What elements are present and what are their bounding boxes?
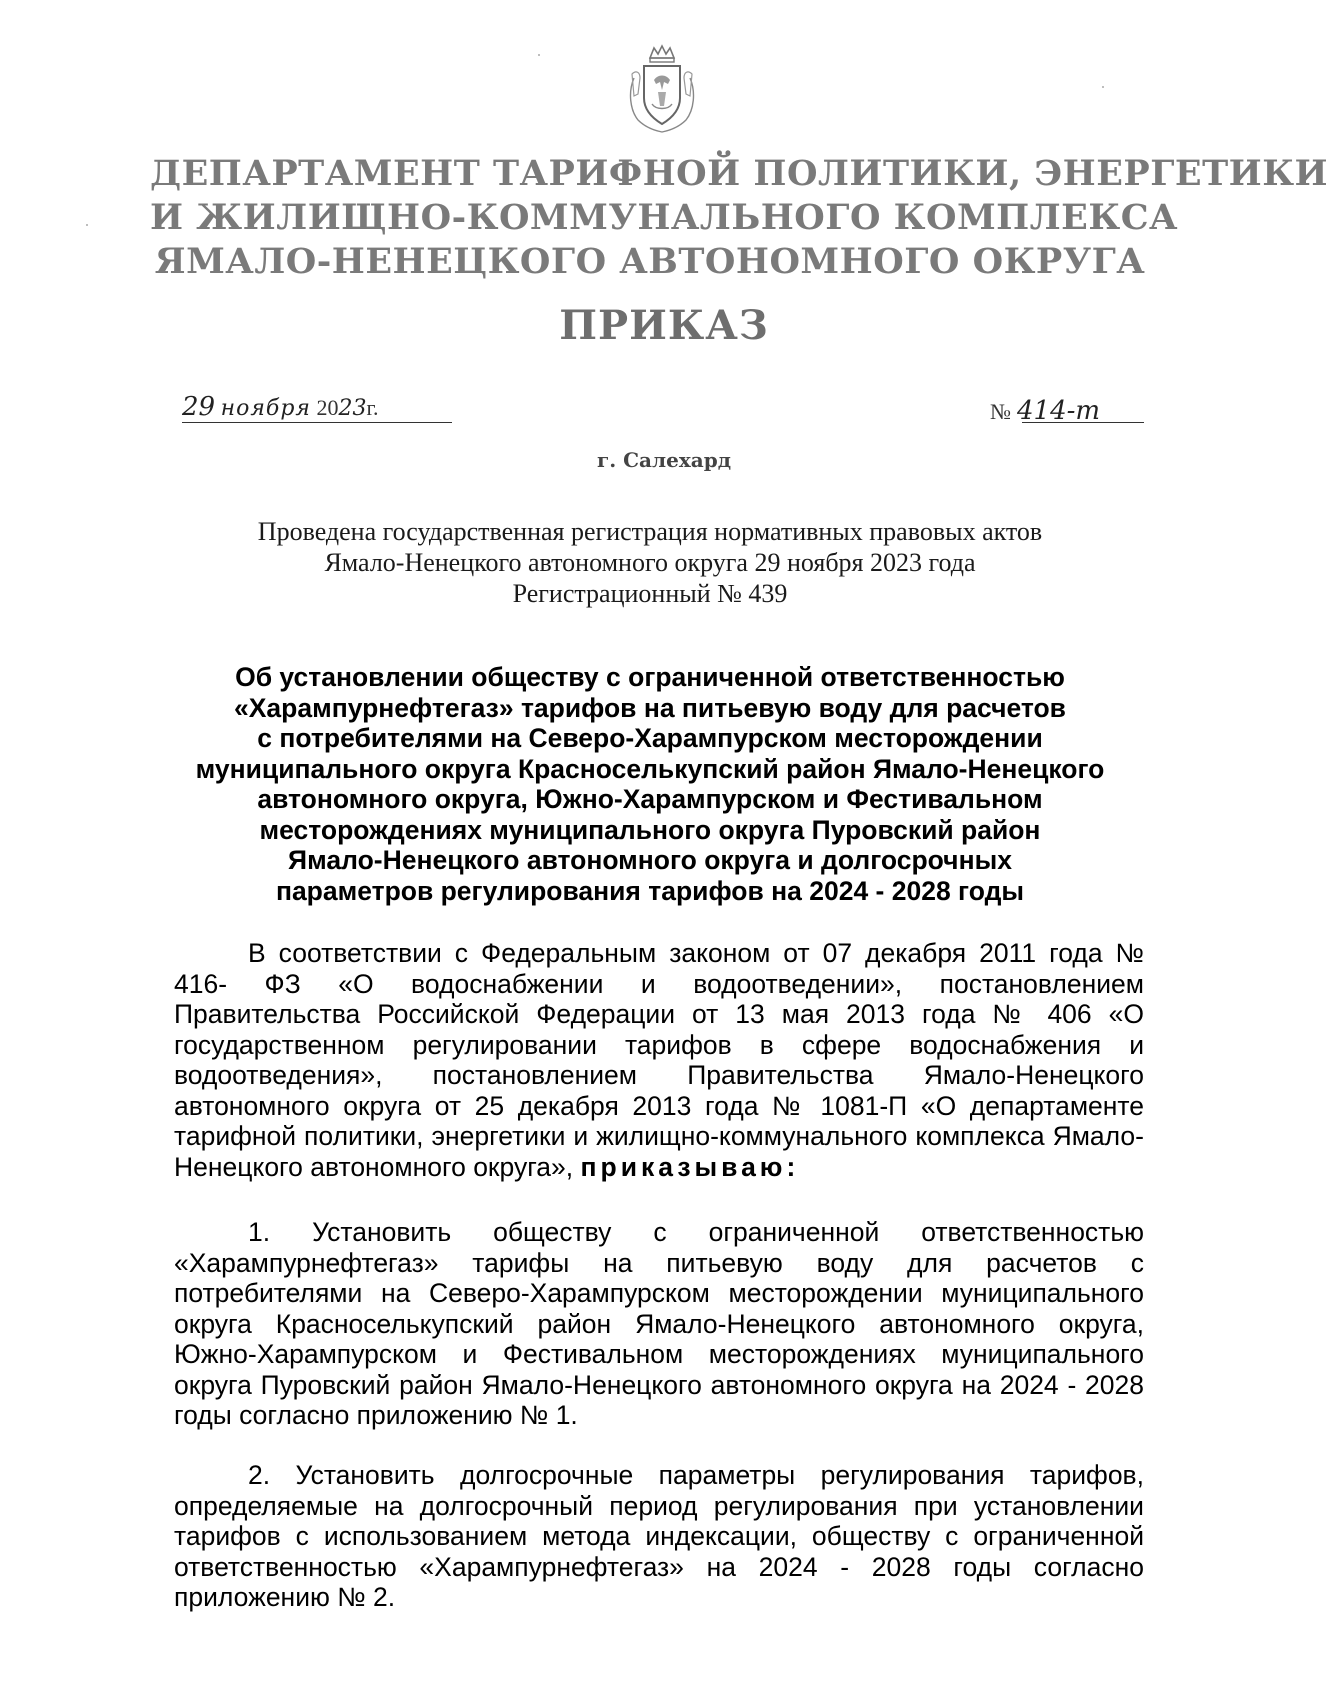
document-type: ПРИКАЗ bbox=[559, 302, 769, 349]
scan-speck bbox=[1102, 86, 1104, 88]
header-line: ДЕПАРТАМЕНТ ТАРИФНОЙ ПОЛИТИКИ, ЭНЕРГЕТИКИ bbox=[150, 153, 1328, 194]
date-month: ноября bbox=[220, 396, 311, 421]
item-1-text: 1. Установить обществу с ограниченной ответственностью «Харампурнефтегаз» тарифы на питьевую воду для расчетов с потребителями на Северо-Харампурском месторождении муниципального округа Красноселькупский район Ямало-Ненецкого автономного округа, Южно-Харампурском и Фестивальном месторождениях муниципального округа Пуровский район Ямало-Ненецкого автономного округа на 2024 - 2028 годы согласно приложению № 1. bbox=[174, 1217, 1144, 1430]
number-value: 414-т bbox=[1017, 396, 1101, 426]
title-line: параметров регулирования тарифов на 2024 - 2028 годы bbox=[275, 875, 1025, 906]
number-label: № bbox=[990, 399, 1011, 424]
city: г. Салехард bbox=[596, 448, 732, 472]
title-line: Ямало-Ненецкого автономного округа и долгосрочных bbox=[288, 845, 1012, 875]
title-line: «Харампурнефтегаз» тарифов на питьевую воду для расчетов bbox=[234, 692, 1066, 723]
item-2-text: 2. Установить долгосрочные параметры регулирования тарифов, определяемые на долгосрочный период регулирования при установлении тарифов с использованием метода индексации, обществу с ограниченной ответственностью «Харампурнефтегаз» на 2024 - 2028 годы согласно приложению № 2. bbox=[174, 1460, 1144, 1612]
registration-note bbox=[150, 516, 1150, 609]
document-title bbox=[150, 662, 1150, 906]
registration-line: Регистрационный № 439 bbox=[512, 579, 788, 608]
date-underline bbox=[182, 422, 452, 424]
header-line: ЯМАЛО-НЕНЕЦКОГО АВТОНОМНОГО ОКРУГА bbox=[154, 241, 1146, 282]
coat-of-arms-emblem bbox=[624, 44, 700, 136]
date-day: 29 bbox=[182, 392, 216, 422]
title-line: Об установлении обществу с ограниченной ответственностью bbox=[235, 662, 1065, 692]
header-line: И ЖИЛИЩНО-КОММУНАЛЬНОГО КОМПЛЕКСА bbox=[150, 197, 1179, 238]
title-line: муниципального округа Красноселькупский район Ямало-Ненецкого bbox=[195, 753, 1105, 784]
registration-line: Проведена государственная регистрация нормативных правовых актов bbox=[257, 517, 1043, 546]
intro-text: В соответствии с Федеральным законом от 07 декабря 2011 года № 416- ФЗ «О водоснабжении и водоотведении», постановлением Правительства Российской Федерации от 13 мая 2013 года № 406 «О государственном регулировании тарифов в сфере водоснабжения и водоотведения», постановлением Правительства Ямало-Ненецкого автономного округа от 25 декабря 2013 года № 1081-П «О департаменте тарифной политики, энергетики и жилищно-коммунального комплекса Ямало-Ненецкого автономного округа», bbox=[174, 938, 1144, 1182]
title-line: автономного округа, Южно-Харампурском и Фестивальном bbox=[257, 784, 1043, 814]
number-underline bbox=[1022, 422, 1144, 424]
department-header bbox=[150, 152, 1328, 284]
item-1-paragraph bbox=[174, 1217, 1144, 1431]
registration-line: Ямало-Ненецкого автономного округа 29 ноября 2023 года bbox=[324, 548, 976, 577]
order-word: приказываю: bbox=[580, 1151, 800, 1182]
order-date bbox=[182, 392, 379, 422]
intro-paragraph bbox=[174, 938, 1144, 1182]
date-year-suffix: 23 bbox=[338, 396, 367, 421]
title-line: с потребителями на Северо-Харампурском месторождении bbox=[257, 723, 1043, 753]
date-g: г. bbox=[366, 395, 379, 420]
title-line: месторождениях муниципального округа Пуровский район bbox=[259, 814, 1041, 845]
date-year-prefix: 20 bbox=[316, 395, 339, 420]
scan-speck bbox=[86, 224, 88, 226]
scan-speck bbox=[538, 54, 540, 56]
item-2-paragraph bbox=[174, 1460, 1144, 1613]
